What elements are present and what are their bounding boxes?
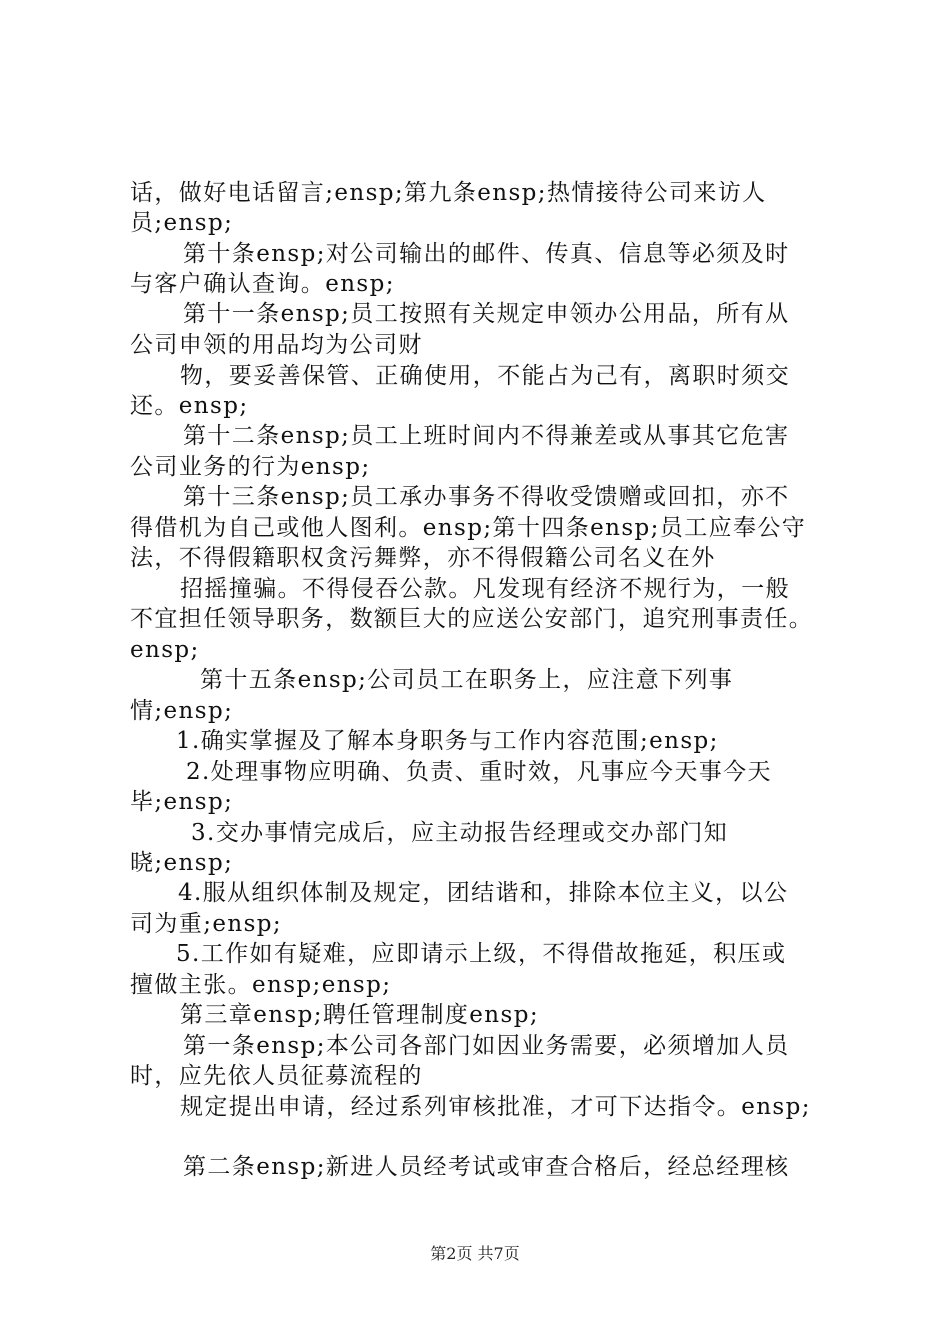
text-line: 第一条ensp;本公司各部门如因业务需要，必须增加人员: [183, 1033, 790, 1059]
text-line: ensp;: [130, 637, 200, 663]
page-number-footer: 第2页 共7页: [430, 1244, 520, 1263]
text-line: 第十五条ensp;公司员工在职务上，应注意下列事: [200, 667, 734, 693]
text-line: 法，不得假籍职权贪污舞弊，亦不得假籍公司名义在外: [130, 545, 716, 571]
text-line: 1.确实掌握及了解本身职务与工作内容范围;ensp;: [176, 728, 719, 754]
text-line: 招摇撞骗。不得侵吞公款。凡发现有经济不规行为，一般: [180, 576, 790, 602]
text-line: 时，应先依人员征募流程的: [130, 1063, 423, 1089]
text-line: 规定提出申请，经过系列审核批准，才可下达指令。ensp;: [180, 1094, 811, 1120]
chapter-heading: 第三章ensp;聘任管理制度ensp;: [180, 1002, 539, 1028]
text-line: 晓;ensp;: [130, 850, 234, 876]
text-line: 与客户确认查询。ensp;: [130, 271, 395, 297]
text-line: 还。ensp;: [130, 393, 249, 419]
text-line: 公司申领的用品均为公司财: [130, 332, 423, 358]
text-line: 情;ensp;: [130, 698, 234, 724]
text-line: 毕;ensp;: [130, 789, 234, 815]
text-line: 4.服从组织体制及规定，团结谐和，排除本位主义，以公: [178, 880, 789, 906]
text-line: 第十三条ensp;员工承办事务不得收受馈赠或回扣，亦不: [183, 484, 790, 510]
text-line: 5.工作如有疑难，应即请示上级，不得借故拖延，积压或: [176, 941, 787, 967]
text-line: 3.交办事情完成后，应主动报告经理或交办部门知: [191, 820, 729, 846]
text-line: 第十条ensp;对公司输出的邮件、传真、信息等必须及时: [183, 241, 790, 267]
text-line: 2.处理事物应明确、负责、重时效，凡事应今天事今天: [186, 759, 772, 785]
text-line: 员;ensp;: [130, 210, 234, 236]
text-line: 第十一条ensp;员工按照有关规定申领办公用品，所有从: [183, 301, 790, 327]
text-line: 物，要妥善保管、正确使用，不能占为己有，离职时须交: [180, 363, 790, 389]
text-line: 第二条ensp;新进人员经考试或审查合格后，经总经理核: [183, 1154, 790, 1180]
text-line: 不宜担任领导职务，数额巨大的应送公安部门，追究刑事责任。: [130, 606, 814, 632]
text-line: 第十二条ensp;员工上班时间内不得兼差或从事其它危害: [183, 423, 790, 449]
text-line: 公司业务的行为ensp;: [130, 454, 371, 480]
text-line: 得借机为自己或他人图利。ensp;第十四条ensp;员工应奉公守: [130, 515, 807, 541]
text-line: 司为重;ensp;: [130, 911, 283, 937]
text-line: 擅做主张。ensp;ensp;: [130, 972, 392, 998]
text-line: 话，做好电话留言;ensp;第九条ensp;热情接待公司来访人: [130, 180, 767, 206]
